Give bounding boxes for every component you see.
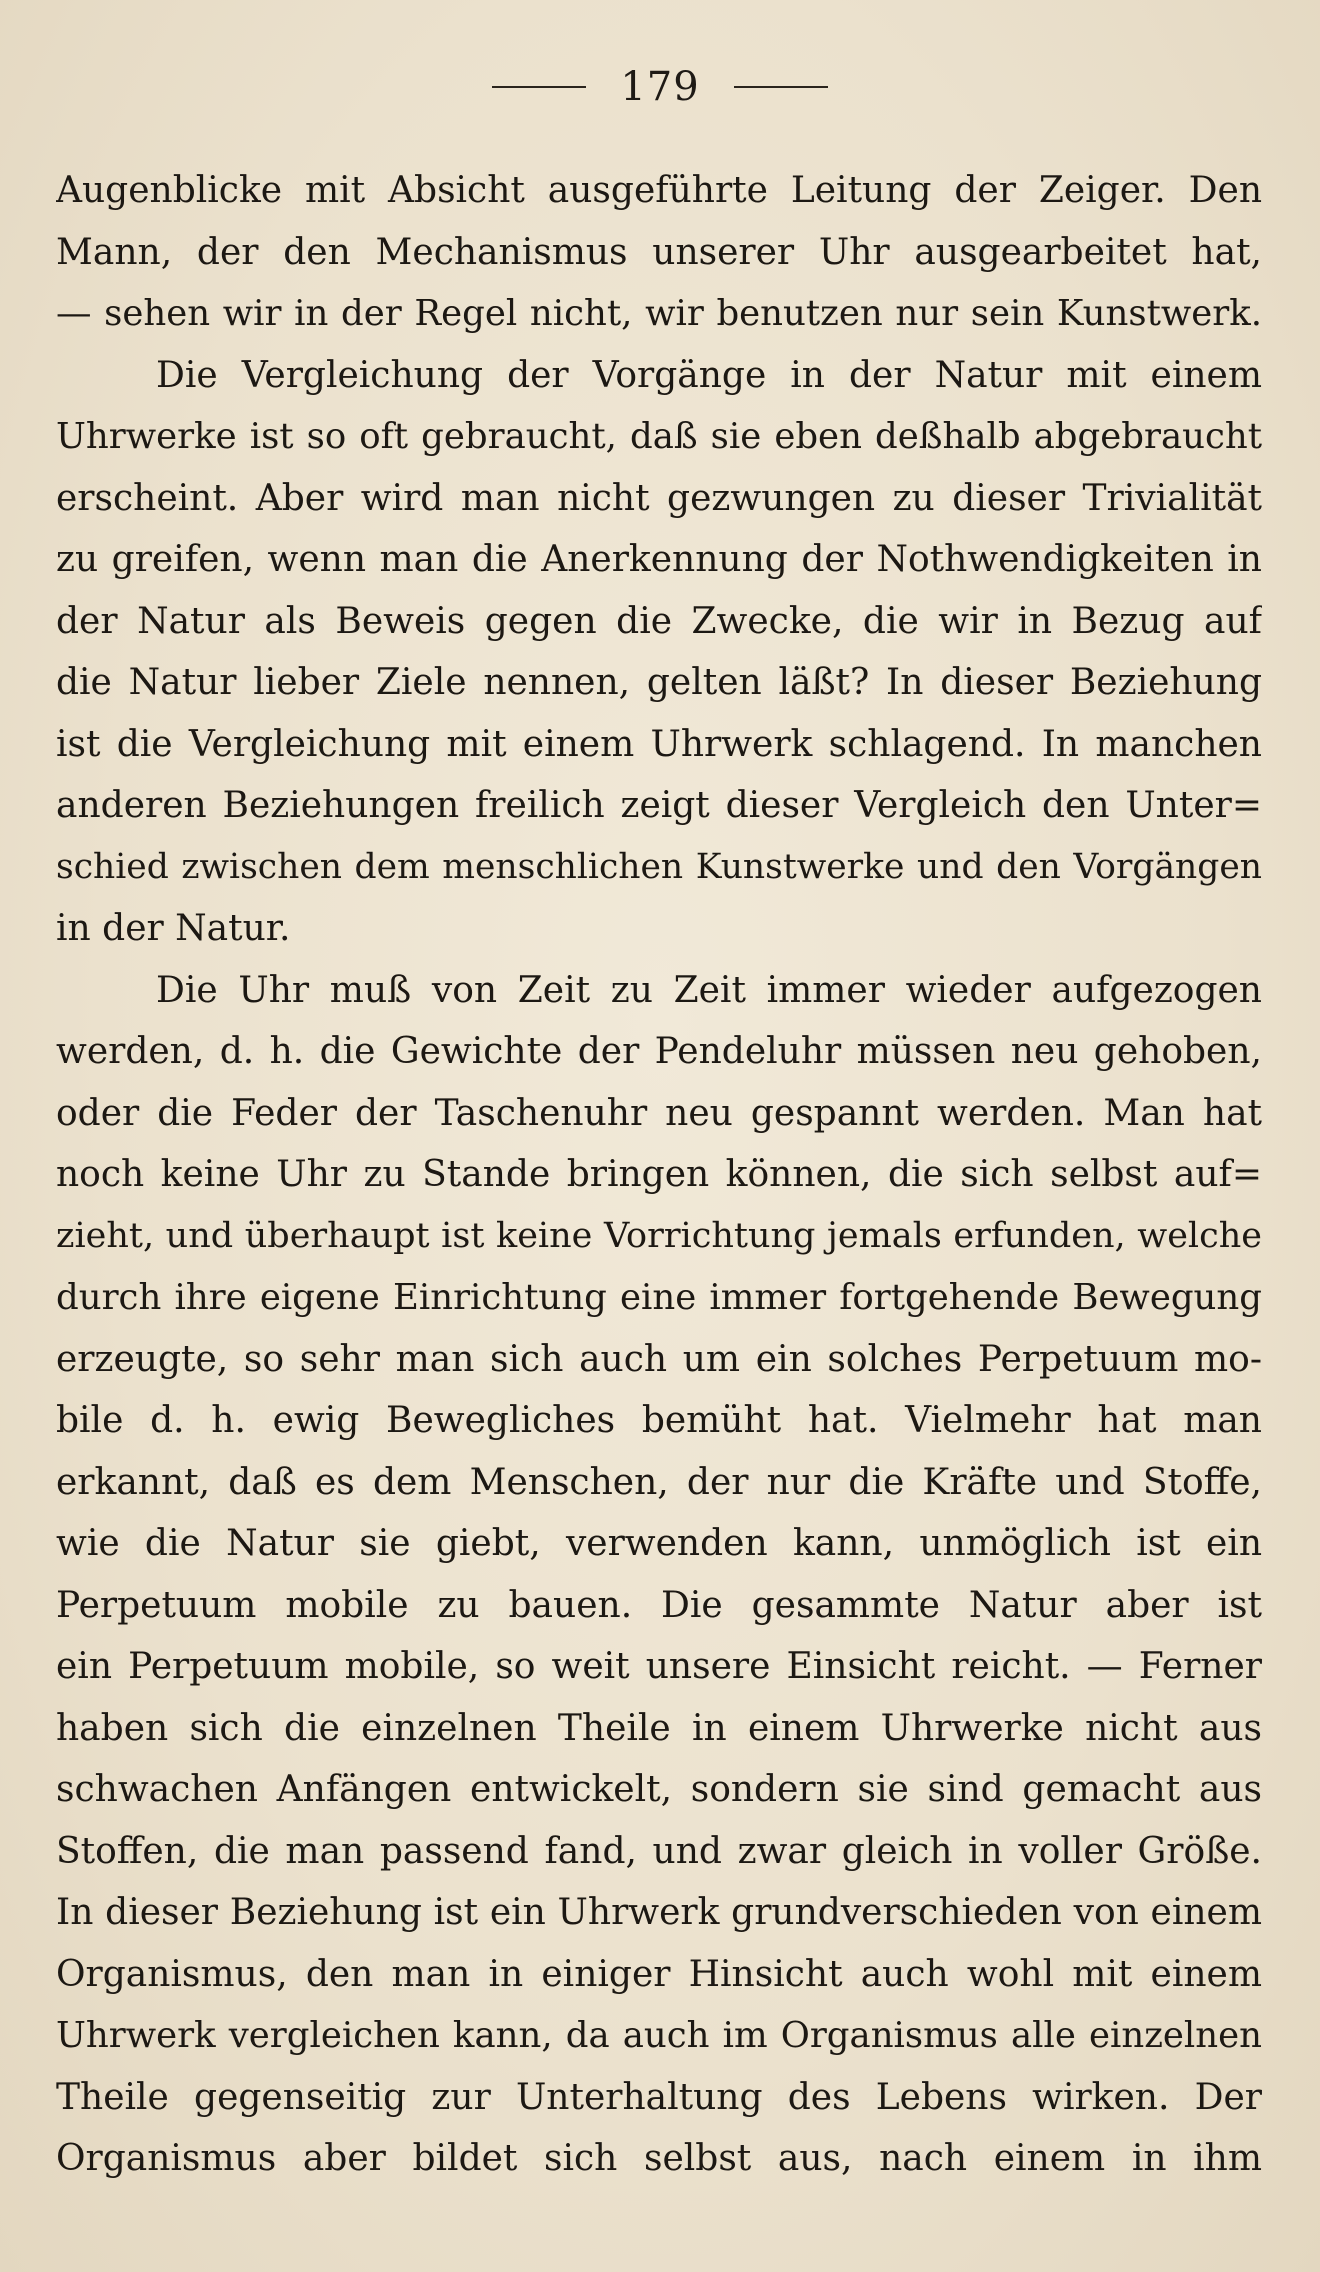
text-line: schwachen Anfängen entwickelt, sondern sie sind gemacht aus [56, 1769, 1262, 1810]
text-line: in der Natur. [56, 908, 291, 949]
text-line: Die Vergleichung der Vorgänge in der Natur mit einem [156, 354, 1262, 396]
text-line: zieht, und überhaupt ist keine Vorrichtung jemals erfunden, welche [56, 1215, 1262, 1256]
text-line: Organismus, den man in einiger Hinsicht auch wohl mit einem [56, 1953, 1262, 1995]
text-line: werden, d. h. die Gewichte der Pendeluhr müssen neu gehoben, [56, 1031, 1262, 1072]
text-line: durch ihre eigene Einrichtung eine immer fortgehende Bewegung [56, 1277, 1262, 1318]
text-line: Uhrwerke ist so oft gebraucht, daß sie eben deßhalb abgebraucht [56, 416, 1262, 457]
text-line: zu greifen, wenn man die Anerkennung der Nothwendigkeiten in [56, 539, 1262, 580]
text-line: Uhrwerk vergleichen kann, da auch im Organismus alle einzelnen [56, 2015, 1262, 2056]
text-line: — sehen wir in der Regel nicht, wir benutzen nur sein Kunstwerk. [56, 293, 1262, 334]
text-line: Perpetuum mobile zu bauen. Die gesammte Natur aber ist [56, 1584, 1262, 1626]
text-line: erscheint. Aber wird man nicht gezwungen zu dieser Trivialität [56, 477, 1262, 519]
header-rule-right [734, 86, 828, 88]
text-line: die Natur lieber Ziele nennen, gelten läßt? In dieser Beziehung [56, 662, 1262, 703]
text-line: der Natur als Beweis gegen die Zwecke, die wir in Bezug auf [56, 600, 1262, 642]
page-header [0, 52, 1320, 122]
page-number: 179 [620, 64, 700, 110]
text-line: oder die Feder der Taschenuhr neu gespannt werden. Man hat [56, 1092, 1262, 1134]
text-line: wie die Natur sie giebt, verwenden kann, unmöglich ist ein [56, 1523, 1262, 1564]
header-rule-left [492, 86, 586, 88]
text-line: erkannt, daß es dem Menschen, der nur die Kräfte und Stoffe, [56, 1461, 1262, 1503]
text-line: noch keine Uhr zu Stande bringen können, die sich selbst auf= [56, 1154, 1262, 1195]
text-line: haben sich die einzelnen Theile in einem Uhrwerke nicht aus [56, 1707, 1262, 1749]
text-line: anderen Beziehungen freilich zeigt dieser Vergleich den Unter= [56, 785, 1262, 826]
text-line: erzeugte, so sehr man sich auch um ein solches Perpetuum mo- [56, 1338, 1262, 1380]
text-line: bile d. h. ewig Bewegliches bemüht hat. Vielmehr hat man [56, 1400, 1262, 1441]
text-line: Augenblicke mit Absicht ausgeführte Leitung der Zeiger. Den [56, 170, 1262, 211]
text-line: ist die Vergleichung mit einem Uhrwerk schlagend. In manchen [56, 723, 1262, 765]
text-line: Stoffen, die man passend fand, und zwar gleich in voller Größe. [56, 1830, 1262, 1872]
text-line: Mann, der den Mechanismus unserer Uhr ausgearbeitet hat, [56, 231, 1262, 273]
text-line: Organismus aber bildet sich selbst aus, nach einem in ihm [56, 2138, 1262, 2179]
body-text [56, 160, 1262, 2190]
text-line: ein Perpetuum mobile, so weit unsere Einsicht reicht. — Ferner [56, 1646, 1262, 1687]
text-line: Theile gegenseitig zur Unterhaltung des Lebens wirken. Der [56, 2076, 1262, 2118]
text-line: schied zwischen dem menschlichen Kunstwerke und den Vorgängen [56, 846, 1262, 887]
text-line: Die Uhr muß von Zeit zu Zeit immer wieder aufgezogen [156, 969, 1262, 1011]
text-line: In dieser Beziehung ist ein Uhrwerk grundverschieden von einem [56, 1892, 1262, 1933]
